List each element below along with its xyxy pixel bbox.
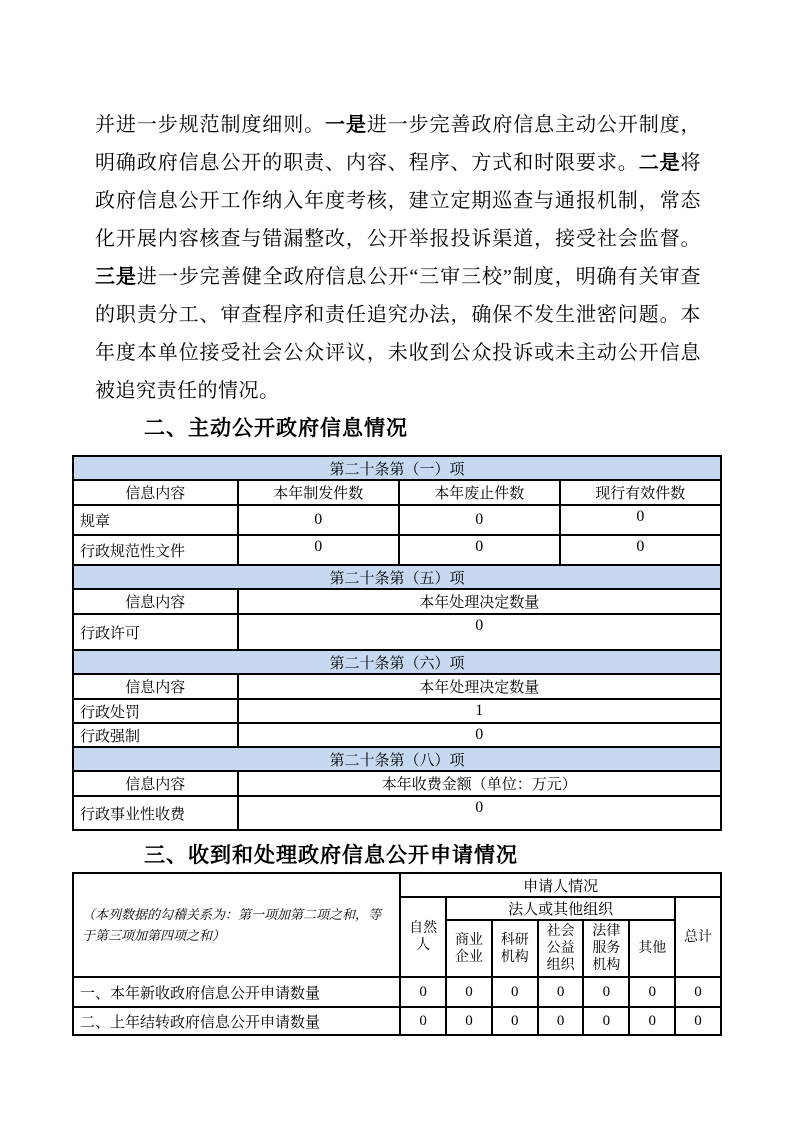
value-cell: 0 bbox=[400, 1007, 446, 1035]
column-header: 本年收费金额（单位：万元） bbox=[238, 771, 721, 796]
value-cell: 0 bbox=[238, 614, 721, 650]
emphasis-text: 三是 bbox=[95, 266, 137, 288]
value-cell: 0 bbox=[560, 535, 721, 565]
value-cell: 0 bbox=[675, 977, 721, 1007]
table-active-disclosure bbox=[72, 455, 722, 831]
band-article20-item8: 第二十条第（八）项 bbox=[73, 747, 721, 771]
body-text-segment: 进一步完善健全政府信息公开“三审三校”制度，明确有关审查的职责分工、审查程序和责任追究办法，确保不发生泄密问题。本年度本单位接受社会公众评议，未收到公众投诉或未主动公开信息被追究责任的情况。 bbox=[95, 266, 701, 402]
reconciliation-note: （本列数据的勾稽关系为：第一项加第二项之和，等于第三项加第四项之和） bbox=[73, 873, 400, 977]
column-header: 本年处理决定数量 bbox=[238, 589, 721, 614]
band-article20-item6: 第二十条第（六）项 bbox=[73, 650, 721, 674]
column-header: 信息内容 bbox=[73, 480, 238, 505]
band-article20-item5: 第二十条第（五）项 bbox=[73, 565, 721, 589]
value-cell: 0 bbox=[400, 977, 446, 1007]
row-label: 行政事业性收费 bbox=[73, 796, 238, 830]
table-disclosure-requests bbox=[72, 872, 722, 1036]
column-header-other: 其他 bbox=[629, 920, 675, 977]
value-cell: 0 bbox=[446, 1007, 492, 1035]
value-cell: 0 bbox=[629, 1007, 675, 1035]
value-cell: 0 bbox=[238, 796, 721, 830]
band-article20-item1: 第二十条第（一）项 bbox=[73, 456, 721, 480]
column-header-total: 总计 bbox=[675, 897, 721, 977]
column-header: 现行有效件数 bbox=[560, 480, 721, 505]
column-header-social-welfare: 社会公益组织 bbox=[538, 920, 584, 977]
value-cell: 0 bbox=[399, 535, 560, 565]
value-cell: 0 bbox=[238, 505, 399, 535]
value-cell: 0 bbox=[538, 1007, 584, 1035]
column-header-natural-person: 自然人 bbox=[400, 897, 446, 977]
value-cell: 0 bbox=[492, 977, 538, 1007]
emphasis-text: 一是 bbox=[325, 114, 367, 136]
emphasis-text: 二是 bbox=[638, 152, 681, 174]
column-header: 本年处理决定数量 bbox=[238, 674, 721, 699]
value-cell: 0 bbox=[560, 505, 721, 535]
value-cell: 0 bbox=[446, 977, 492, 1007]
column-header-legal-service: 法律服务机构 bbox=[583, 920, 629, 977]
column-header: 本年制发件数 bbox=[238, 480, 399, 505]
body-text-segment: 将政府信息公开工作纳入年度考核，建立定期巡查与通报机制，常态化开展内容核查与错漏整改，公开举报投诉渠道，接受社会监督。 bbox=[95, 152, 702, 250]
value-cell: 1 bbox=[238, 699, 721, 723]
value-cell: 0 bbox=[238, 535, 399, 565]
row-label: 行政强制 bbox=[73, 723, 238, 747]
body-text-segment: 进一步完善政府信息主动公开制度，明确政府信息公开的职责、内容、程序、方式和时限要求。 bbox=[95, 114, 702, 174]
intro-paragraph bbox=[95, 106, 701, 410]
header-applicant-status: 申请人情况 bbox=[400, 873, 721, 897]
value-cell: 0 bbox=[675, 1007, 721, 1035]
body-text-segment: 并进一步规范制度细则。 bbox=[95, 114, 326, 136]
row-label: 一、本年新收政府信息公开申请数量 bbox=[73, 977, 400, 1007]
header-legal-entities: 法人或其他组织 bbox=[446, 897, 675, 920]
column-header-commercial: 商业企业 bbox=[446, 920, 492, 977]
row-label: 行政规范性文件 bbox=[73, 535, 238, 565]
value-cell: 0 bbox=[538, 977, 584, 1007]
value-cell: 0 bbox=[492, 1007, 538, 1035]
row-label: 行政处罚 bbox=[73, 699, 238, 723]
row-label: 二、上年结转政府信息公开申请数量 bbox=[73, 1007, 400, 1035]
column-header-research: 科研机构 bbox=[492, 920, 538, 977]
value-cell: 0 bbox=[583, 1007, 629, 1035]
column-header: 信息内容 bbox=[73, 589, 238, 614]
section-heading-requests: 三、收到和处理政府信息公开申请情况 bbox=[144, 844, 518, 867]
row-label: 行政许可 bbox=[73, 614, 238, 650]
value-cell: 0 bbox=[238, 723, 721, 747]
value-cell: 0 bbox=[583, 977, 629, 1007]
value-cell: 0 bbox=[399, 505, 560, 535]
column-header: 信息内容 bbox=[73, 771, 238, 796]
column-header: 本年废止件数 bbox=[399, 480, 560, 505]
section-heading-active-disclosure: 二、主动公开政府信息情况 bbox=[144, 417, 408, 440]
column-header: 信息内容 bbox=[73, 674, 238, 699]
row-label: 规章 bbox=[73, 505, 238, 535]
value-cell: 0 bbox=[629, 977, 675, 1007]
